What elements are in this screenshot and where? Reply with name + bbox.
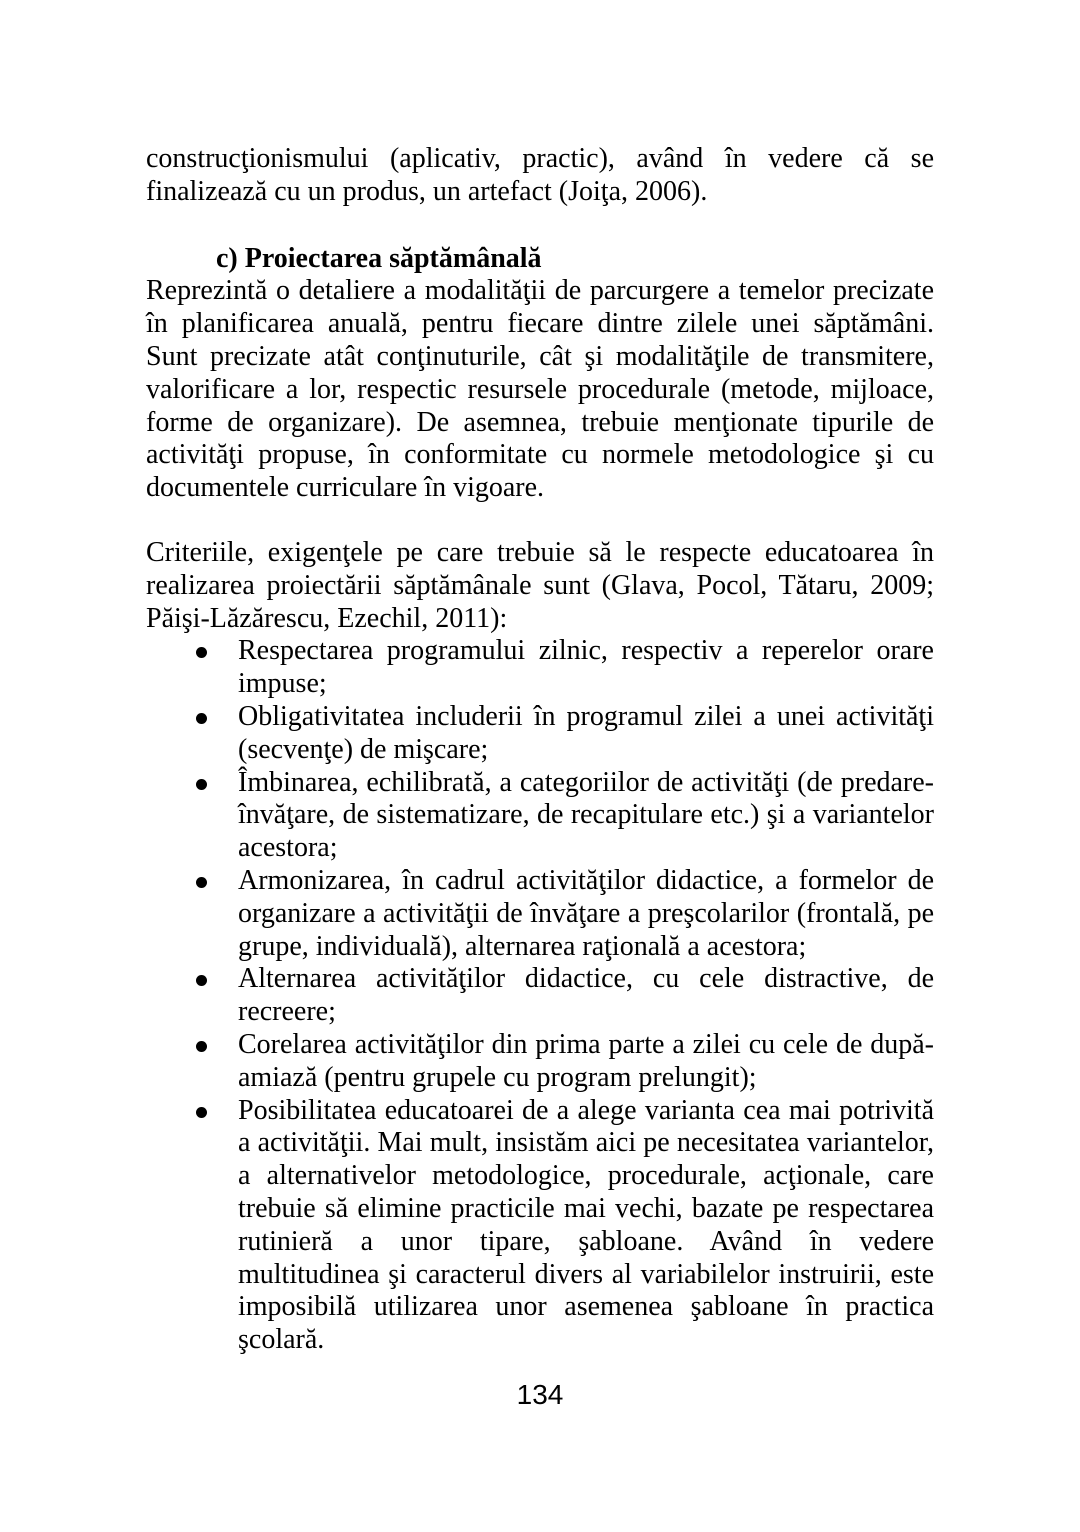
bullet-icon [196, 647, 207, 658]
bullet-icon [196, 877, 207, 888]
list-item-text: Posibilitatea educatoarei de a alege varianta cea mai potrivită a activităţii. Mai mult, insistăm aici pe necesitatea variantelor, a alternativelor metodologice, procedurale, acţionale, care trebuie să elimine practicile mai vechi, bazate pe respectarea rutinieră a unor tipare, şabloane. Având în vedere multitudinea şi caracterul divers al variabilelor instruirii, este imposibilă utilizarea unor asemenea şabloane în practica şcolară. [238, 1094, 934, 1356]
criteria-list [146, 635, 934, 1357]
list-item-text: Îmbinarea, echilibrată, a categoriilor de activităţi (de predare-învăţare, de sistematizare, de recapitulare etc.) şi a variantelor acestora; [238, 766, 934, 864]
list-item-text: Respectarea programului zilnic, respectiv a reperelor orare impuse; [238, 635, 934, 700]
list-item [146, 701, 934, 767]
list-item [146, 767, 934, 865]
list-item [146, 865, 934, 963]
bullet-icon [196, 713, 207, 724]
list-item-text: Obligativitatea includerii în programul zilei a unei activităţi (secvenţe) de mişcare; [238, 700, 934, 765]
list-item [146, 963, 934, 1029]
intro-paragraph: construcţionismului (aplicativ, practic), având în vedere că se finalizează cu un produs, un artefact (Joiţa, 2006). [146, 143, 934, 207]
bullet-icon [196, 1041, 207, 1052]
bullet-icon [196, 1107, 207, 1118]
list-item-text: Corelarea activităţilor din prima parte a zilei cu cele de după-amiază (pentru grupele cu program prelungit); [238, 1028, 934, 1093]
page-number: 134 [516, 1379, 564, 1410]
list-item [146, 635, 934, 701]
section-heading: c) Proiectarea săptămânală [216, 242, 542, 274]
bullet-icon [196, 975, 207, 986]
criteria-paragraph: Criteriile, exigenţele pe care trebuie să le respecte educatoarea în realizarea proiectării săptămânale sunt (Glava, Pocol, Tătaru, 2009; Păişi-Lăzărescu, Ezechil, 2011): [146, 536, 934, 634]
list-item [146, 1095, 934, 1357]
list-item-text: Alternarea activităţilor didactice, cu cele distractive, de recreere; [238, 963, 934, 1028]
weekly-planning-paragraph: Reprezintă o detaliere a modalităţii de parcurgere a temelor precizate în planificarea anuală, pentru fiecare dintre zilele unei săptămâni. Sunt precizate atât conţinuturile, cât şi modalităţile de transmitere, valorificare a lor, respectic resursele procedurale (metode, mijloace, forme de organizare). De asemnea, trebuie menţionate tipurile de activităţi propuse, în conformitate cu normele metodologice şi cu documentele curriculare în vigoare. [146, 275, 934, 504]
list-item-text: Armonizarea, în cadrul activităţilor didactice, a formelor de organizare a activităţii de învăţare a preşcolarilor (frontală, pe grupe, individuală), alternarea raţională a acestora; [238, 864, 934, 962]
list-item [146, 1029, 934, 1095]
page-body [146, 143, 934, 1357]
bullet-icon [196, 779, 207, 790]
